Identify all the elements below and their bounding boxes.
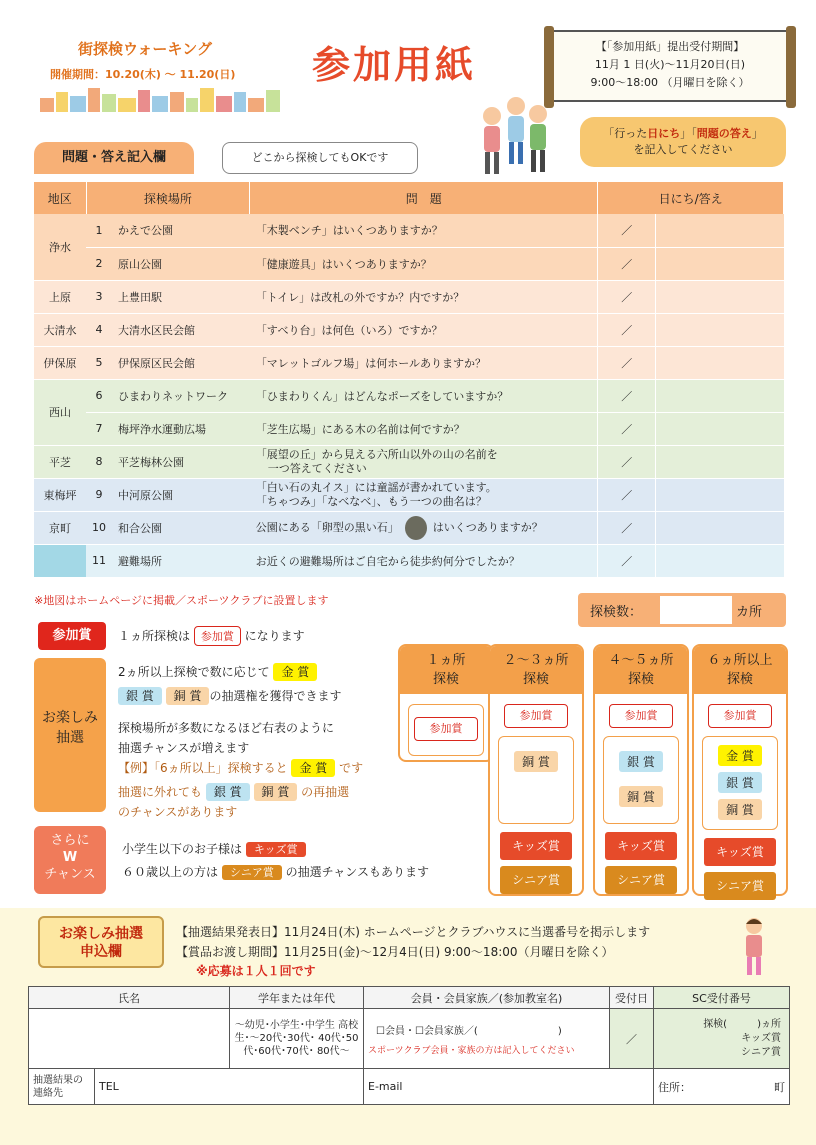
table-row: 平芝 8 平芝梅林公園 「展望の丘」から見える六所山以外の山の名前を 一つ答えてください ／ (34, 445, 784, 478)
walkers-illustration (470, 94, 562, 184)
table-row: 7 梅坪浄水運動広場 「芝生広場」にある木の名前は何ですか？ ／ (34, 412, 784, 445)
address-field[interactable]: 住所： 町 (654, 1069, 790, 1105)
page-title: 参加用紙 (312, 43, 477, 87)
prize-column-1: １ヵ所 探検 参加賞 (398, 644, 494, 762)
email-field[interactable]: E-mail (364, 1069, 654, 1105)
count-label: 探検数： (590, 605, 643, 620)
question-table (34, 182, 784, 578)
count-box (578, 593, 786, 627)
answer-cell[interactable] (656, 280, 784, 313)
hint-bubble: どこから探検してもOKです (222, 142, 418, 174)
kids-senior-text: 小学生以下のお子様は キッズ賞 ６０歳以上の方は シニア賞 の抽選チャンスもあります (122, 842, 429, 879)
table-row: 東梅坪 9 中河原公園 「白い石の丸イス」には童謡が書かれています。 「ちゃつみ」「なべなべ」、もう一つの曲名は？ ／ (34, 478, 784, 511)
participation-badge: 参加賞 (38, 622, 106, 650)
sc-number-cell: 探検( )ヵ所 キッズ賞 シニア賞 (654, 1009, 790, 1069)
result-info: 【抽選結果発表日】11月24日(木) ホームページとクラブハウスに当選番号を掲示します 【賞品お渡し期間】11月25日(金)〜12月4日(日) 9:00〜18:00（月曜日を除く） (176, 925, 651, 959)
tel-field[interactable]: TEL (95, 1069, 364, 1105)
age-options[interactable]: 〜幼児･小学生･中学生 高校生･〜20代･30代･ 40代･50代･60代･70代･ 80代〜 (230, 1009, 364, 1069)
entry-limit-note: ※応募は１人１回です (196, 964, 316, 978)
girl-illustration (734, 916, 774, 978)
prize-column-3: ４〜５ヵ所 探検 参加賞 銀 賞 銅 賞 キッズ賞 シニア賞 (593, 644, 689, 896)
table-row: 大清水 4 大清水区民会館 「すべり台」は何色（いろ）ですか？ ／ (34, 313, 784, 346)
event-title: 街探検ウォーキング (78, 40, 212, 58)
notice-dates: 11月 1 日(火)〜11月20日(日) (594, 58, 746, 71)
table-row: 2 原山公園 「健康遊具」はいくつありますか？ ／ (34, 247, 784, 280)
notice-hours: 9:00〜18:00 （月曜日を除く） (590, 76, 750, 89)
instruction-bubble: 「行った日にち」「問題の答え」 を記入してください (580, 117, 786, 167)
answer-cell[interactable] (656, 346, 784, 379)
raffle-text: 2ヵ所以上探検で数に応じて 金 賞 銀 賞 銅 賞 の抽選権を獲得できます (118, 665, 342, 703)
prize-column-2: ２〜３ヵ所 探検 参加賞 銅 賞 キッズ賞 シニア賞 (488, 644, 584, 896)
answer-cell[interactable] (656, 247, 784, 280)
raffle-application-scroll: お楽しみ抽選 申込欄 (38, 916, 164, 968)
application-form: 氏名 学年または年代 会員・会員家族／(参加教室名) 受付日 SC受付番号 〜幼児･小学生･中学生 高校生･〜20代･30代･ 40代･50代･60代･70代･ 80代〜 ☐会員・☐会員家族／( ) スポーツクラブ会員・家族の方は記入してください ／ 探検( )ヵ所 キッズ賞 シニア賞 抽選結果の連絡先 TEL E-mail 住所： 町 (28, 986, 790, 1105)
member-options[interactable]: ☐会員・☐会員家族／( ) (376, 1025, 562, 1037)
prize-column-4: ６ヵ所以上 探検 参加賞 金 賞 銀 賞 銅 賞 キッズ賞 シニア賞 (692, 644, 788, 896)
w-chance-badge: さらに W チャンス (34, 826, 106, 894)
raffle-chance-text: 探検場所が多数になるほど右表のように 抽選チャンスが増えます (118, 721, 335, 755)
table-header: 地区 探検場所 問 題 日にち/答え (34, 182, 784, 214)
notice-title: 【「参加用紙」提出受付期間】 (595, 40, 745, 53)
table-row: 伊保原 5 伊保原区民会館 「マレットゴルフ場」は何ホールありますか？ ／ (34, 346, 784, 379)
raffle-example-text: 【例】「6ヵ所以上」探検すると 金 賞 です 抽選に外れても 銀 賞 銅 賞 の再抽選 のチャンスがあります (118, 761, 364, 819)
count-unit: カ所 (736, 605, 763, 620)
answer-cell[interactable] (656, 478, 784, 511)
answer-cell[interactable] (656, 379, 784, 412)
count-input[interactable] (660, 596, 732, 624)
answer-cell[interactable] (656, 445, 784, 478)
answer-cell[interactable] (656, 511, 784, 544)
section-tab: 問題・答え記入欄 (34, 142, 194, 174)
member-note: スポーツクラブ会員・家族の方は記入してください (368, 1045, 575, 1056)
answer-cell[interactable] (656, 214, 784, 247)
answer-cell[interactable] (656, 313, 784, 346)
receipt-date: ／ (610, 1009, 654, 1069)
table-row: 西山 6 ひまわりネットワーク 「ひまわりくん」はどんなポーズをしていますか？ ／ (34, 379, 784, 412)
answer-cell[interactable] (656, 544, 784, 577)
raffle-badge: お楽しみ 抽選 (34, 658, 106, 812)
map-note: ※地図はホームページに掲載／スポーツクラブに設置します (34, 594, 329, 607)
town-illustration (40, 84, 285, 112)
table-row: 浄水 1 かえで公園 「木製ベンチ」はいくつありますか？ ／ (34, 214, 784, 247)
table-row: 11 避難場所 お近くの避難場所はご自宅から徒歩約何分でしたか？ ／ (34, 544, 784, 577)
event-period: 開催期間：10.20(木) 〜 11.20(日) (50, 68, 236, 81)
name-field[interactable] (29, 1009, 230, 1069)
submission-notice (552, 30, 788, 102)
participation-text: １ヵ所探検は 参加賞 になります (118, 626, 305, 646)
answer-cell[interactable] (656, 412, 784, 445)
black-stone-icon (405, 516, 427, 540)
table-row: 京町 10 和合公園 公園にある「卵型の黒い石」 はいくつありますか？ ／ (34, 511, 784, 544)
table-row: 上原 3 上豊田駅 「トイレ」は改札の外ですか？内ですか？ ／ (34, 280, 784, 313)
